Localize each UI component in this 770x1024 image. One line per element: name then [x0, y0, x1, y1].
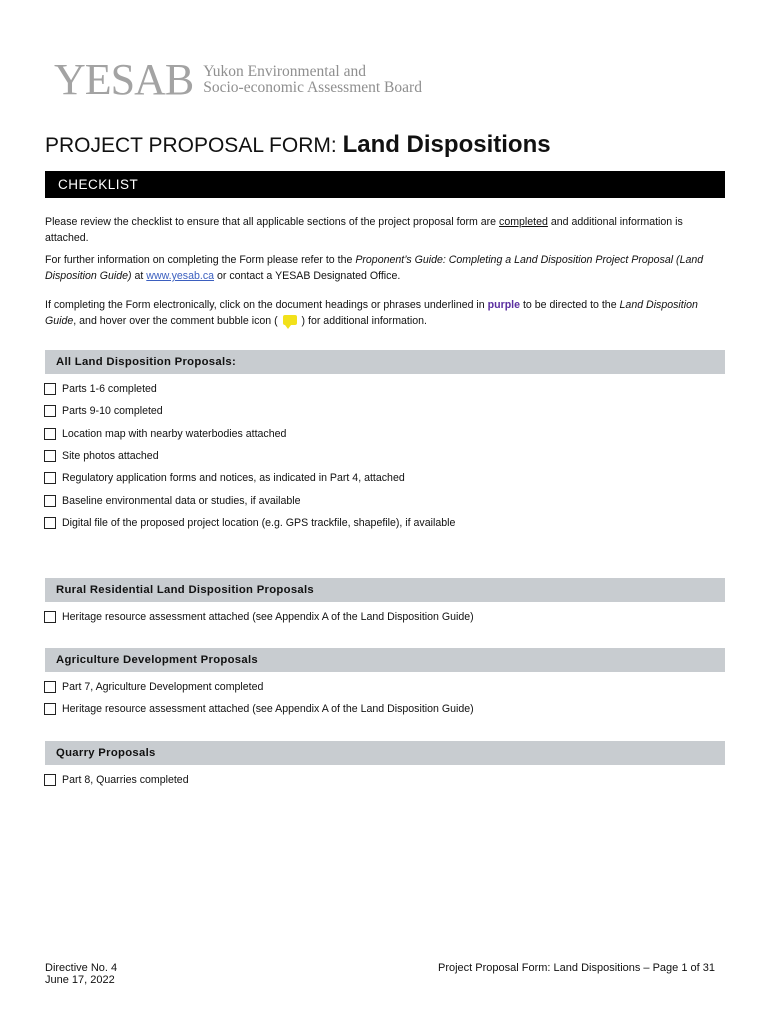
item-label: Baseline environmental data or studies, if available	[62, 495, 301, 507]
intro-text: For further information on completing the Form please refer to the	[45, 254, 356, 266]
checkbox[interactable]	[44, 405, 56, 417]
checkbox[interactable]	[44, 517, 56, 529]
item-label: Heritage resource assessment attached (see Appendix A of the Land Disposition Guide)	[62, 611, 474, 623]
intro-paragraph-3	[45, 297, 725, 329]
checkbox[interactable]	[44, 681, 56, 693]
checkbox[interactable]	[44, 383, 56, 395]
checklist-item	[44, 517, 455, 529]
section-header-all[interactable]: All Land Disposition Proposals:	[45, 350, 725, 374]
intro-text: at	[131, 270, 147, 282]
section-header-rural[interactable]: Rural Residential Land Disposition Proposals	[45, 578, 725, 602]
completed-link[interactable]: completed	[499, 216, 548, 228]
section-header-quarry[interactable]: Quarry Proposals	[45, 741, 725, 765]
checkbox[interactable]	[44, 495, 56, 507]
checklist-item	[44, 703, 474, 715]
checklist-item	[44, 681, 263, 693]
comment-bubble-icon[interactable]	[283, 315, 297, 325]
checklist-item	[44, 472, 405, 484]
checkbox[interactable]	[44, 472, 56, 484]
item-label: Location map with nearby waterbodies attached	[62, 428, 287, 440]
directive-number: Directive No. 4	[45, 962, 118, 974]
section-header-agriculture[interactable]: Agriculture Development Proposals	[45, 648, 725, 672]
intro-text: or contact a YESAB Designated Office.	[214, 270, 401, 282]
item-label: Parts 9-10 completed	[62, 405, 163, 417]
page-number: Project Proposal Form: Land Dispositions – Page 1 of 31	[438, 962, 715, 974]
guide-name: Land Disposition Guide	[45, 299, 698, 327]
checklist-item	[44, 450, 159, 462]
yesab-website-link[interactable]: www.yesab.ca	[146, 270, 215, 282]
checkbox[interactable]	[44, 611, 56, 623]
page-title	[45, 131, 551, 159]
checklist-item	[44, 383, 157, 395]
checklist-item	[44, 611, 474, 623]
intro-text: ) for additional information.	[301, 315, 427, 327]
checklist-item	[44, 405, 163, 417]
intro-text: , and hover over the comment bubble icon (	[73, 315, 278, 327]
intro-text: If completing the Form electronically, click on the document headings or phrases underlined in	[45, 299, 488, 311]
item-label: Part 8, Quarries completed	[62, 774, 189, 786]
checkbox[interactable]	[44, 703, 56, 715]
logo-line-1: Yukon Environmental and	[203, 63, 366, 80]
item-label: Site photos attached	[62, 450, 159, 462]
logo-line-2: Socio-economic Assessment Board	[203, 79, 422, 96]
item-label: Digital file of the proposed project location (e.g. GPS trackfile, shapefile), if available	[62, 517, 456, 529]
footer-left	[45, 962, 117, 986]
logo-mark: YESAB	[54, 55, 194, 104]
intro-paragraph-2	[45, 252, 725, 284]
directive-date: June 17, 2022	[45, 974, 115, 986]
yesab-logo	[54, 55, 422, 104]
item-label: Part 7, Agriculture Development completed	[62, 681, 264, 693]
intro-text: and additional information is attached.	[45, 216, 683, 244]
logo-text	[203, 64, 422, 96]
checklist-item	[44, 428, 286, 440]
checklist-item	[44, 774, 189, 786]
checklist-header: CHECKLIST	[45, 171, 725, 198]
item-label: Parts 1-6 completed	[62, 383, 157, 395]
guide-title: Proponent’s Guide: Completing a Land Disposition Project Proposal (Land Disposition Guide)	[45, 254, 704, 282]
intro-paragraph-1	[45, 214, 725, 246]
item-label: Heritage resource assessment attached (see Appendix A of the Land Disposition Guide)	[62, 703, 474, 715]
title-main: Land Dispositions	[342, 131, 551, 158]
checkbox[interactable]	[44, 428, 56, 440]
checkbox[interactable]	[44, 450, 56, 462]
purple-word: purple	[487, 299, 520, 311]
intro-text: to be directed to the	[520, 299, 620, 311]
intro-text: Please review the checklist to ensure that all applicable sections of the project proposal form are	[45, 216, 500, 228]
item-label: Regulatory application forms and notices, as indicated in Part 4, attached	[62, 472, 405, 484]
title-prefix: PROJECT PROPOSAL FORM:	[45, 134, 343, 157]
checkbox[interactable]	[44, 774, 56, 786]
checklist-item	[44, 495, 301, 507]
